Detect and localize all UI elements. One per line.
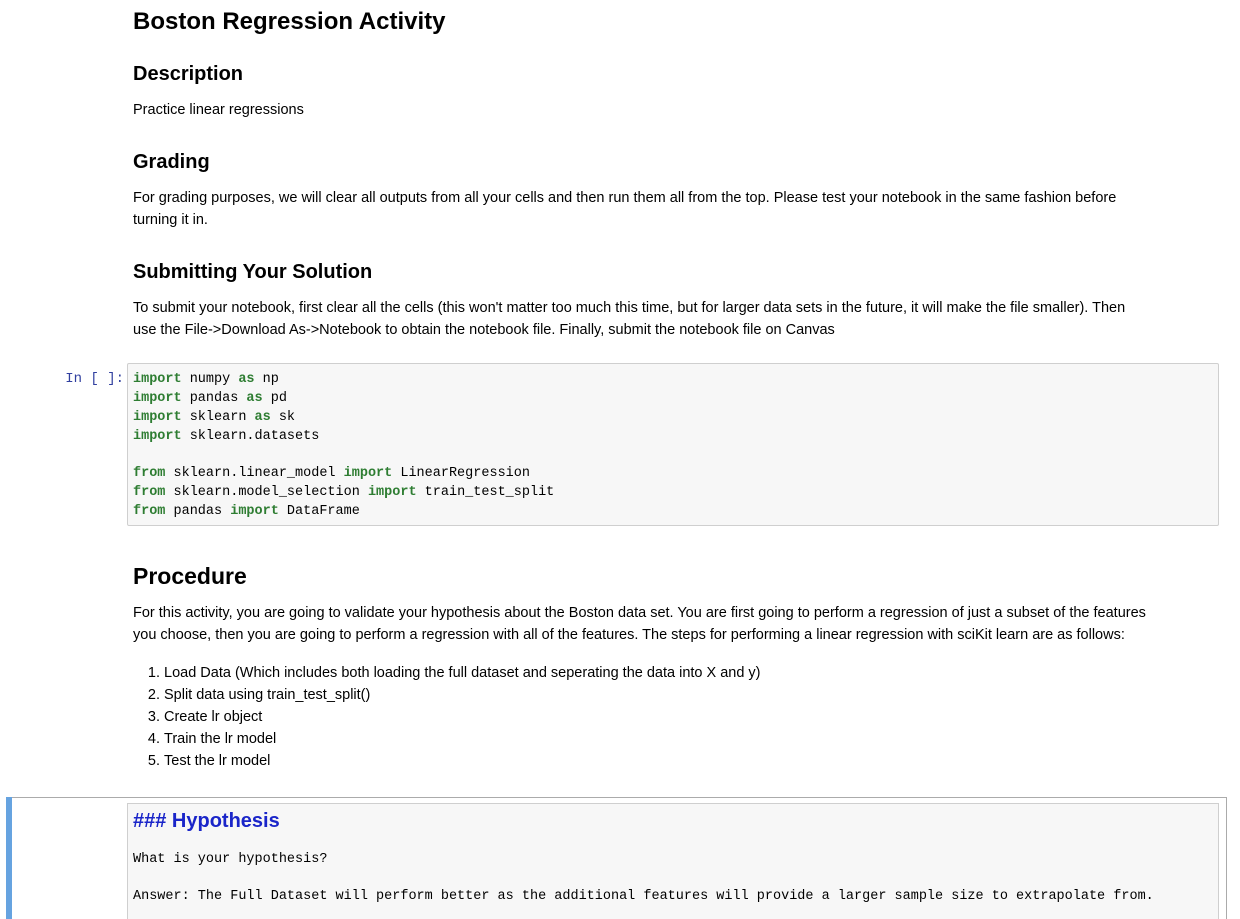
code-keyword: import	[367, 485, 417, 500]
code-keyword: import	[343, 466, 393, 481]
procedure-step: 1. Load Data (Which includes both loading the full dataset and seperating the data into X and y)	[164, 662, 1240, 684]
code-text: pandas	[181, 391, 247, 406]
code-keyword: from	[133, 466, 166, 481]
code-keyword: from	[133, 485, 166, 500]
code-line	[133, 370, 279, 389]
notebook-title: Boston Regression Activity	[133, 8, 446, 35]
description-heading: Description	[133, 63, 244, 85]
code-text: numpy	[181, 372, 239, 387]
hypothesis-heading: ### Hypothesis	[133, 810, 280, 832]
code-line	[133, 427, 319, 446]
hypothesis-cell-editor[interactable]	[127, 803, 1219, 919]
code-line	[133, 483, 554, 502]
code-line	[133, 502, 360, 521]
code-text: sklearn.model_selection	[165, 485, 368, 500]
procedure-heading: Procedure	[133, 563, 247, 589]
code-keyword: import	[133, 410, 182, 425]
code-text: np	[254, 372, 279, 387]
code-text: sklearn.linear_model	[165, 466, 344, 481]
code-keyword: as	[238, 372, 255, 387]
procedure-step: 5. Test the lr model	[164, 750, 1240, 772]
code-line	[133, 464, 530, 483]
code-text: sk	[270, 410, 296, 425]
procedure-step: 4. Train the lr model	[164, 728, 1240, 750]
procedure-step: 2. Split data using train_test_split()	[164, 684, 1240, 706]
code-cell-editor[interactable]	[127, 363, 1219, 526]
code-keyword: import	[133, 429, 182, 444]
grading-text-line2: turning it in.	[133, 212, 208, 228]
procedure-step: 3. Create lr object	[164, 706, 1240, 728]
code-text: sklearn.datasets	[181, 429, 320, 444]
code-keyword: as	[254, 410, 271, 425]
procedure-text-line2: you choose, then you are going to perform a regression with all of the features. The steps for performing a linear regression with sciKit learn are as follows:	[133, 627, 1125, 643]
submitting-text-line2: use the File->Download As->Notebook to obtain the notebook file. Finally, submit the notebook file on Canvas	[133, 322, 835, 338]
code-text: LinearRegression	[392, 466, 530, 481]
code-keyword: import	[133, 372, 182, 387]
code-keyword: import	[133, 391, 182, 406]
grading-text-line1: For grading purposes, we will clear all outputs from all your cells and then run them all from the top. Please test your notebook in the same fashion before	[133, 190, 1117, 206]
description-text: Practice linear regressions	[133, 102, 304, 118]
grading-heading: Grading	[133, 151, 210, 173]
submitting-heading: Submitting Your Solution	[133, 261, 373, 283]
hypothesis-question: What is your hypothesis?	[133, 852, 328, 867]
code-cell-prompt: In [ ]:	[65, 371, 124, 387]
code-text: pd	[262, 391, 287, 406]
code-line	[133, 389, 287, 408]
code-text: sklearn	[181, 410, 255, 425]
code-keyword: from	[133, 504, 166, 519]
code-text: DataFrame	[278, 504, 360, 519]
code-line	[133, 408, 295, 427]
code-text: train_test_split	[416, 485, 555, 500]
code-text: pandas	[165, 504, 231, 519]
procedure-text-line1: For this activity, you are going to validate your hypothesis about the Boston data set. You are first going to perform a regression of just a subset of the features	[133, 605, 1146, 621]
submitting-text-line1: To submit your notebook, first clear all the cells (this won't matter too much this time, but for larger data sets in the future, it will make the file smaller). Then	[133, 300, 1126, 316]
procedure-steps-list	[133, 662, 1240, 772]
hypothesis-answer: Answer: The Full Dataset will perform better as the additional features will provide a larger sample size to extrapolate from.	[133, 889, 1154, 904]
code-keyword: as	[246, 391, 263, 406]
code-keyword: import	[230, 504, 279, 519]
